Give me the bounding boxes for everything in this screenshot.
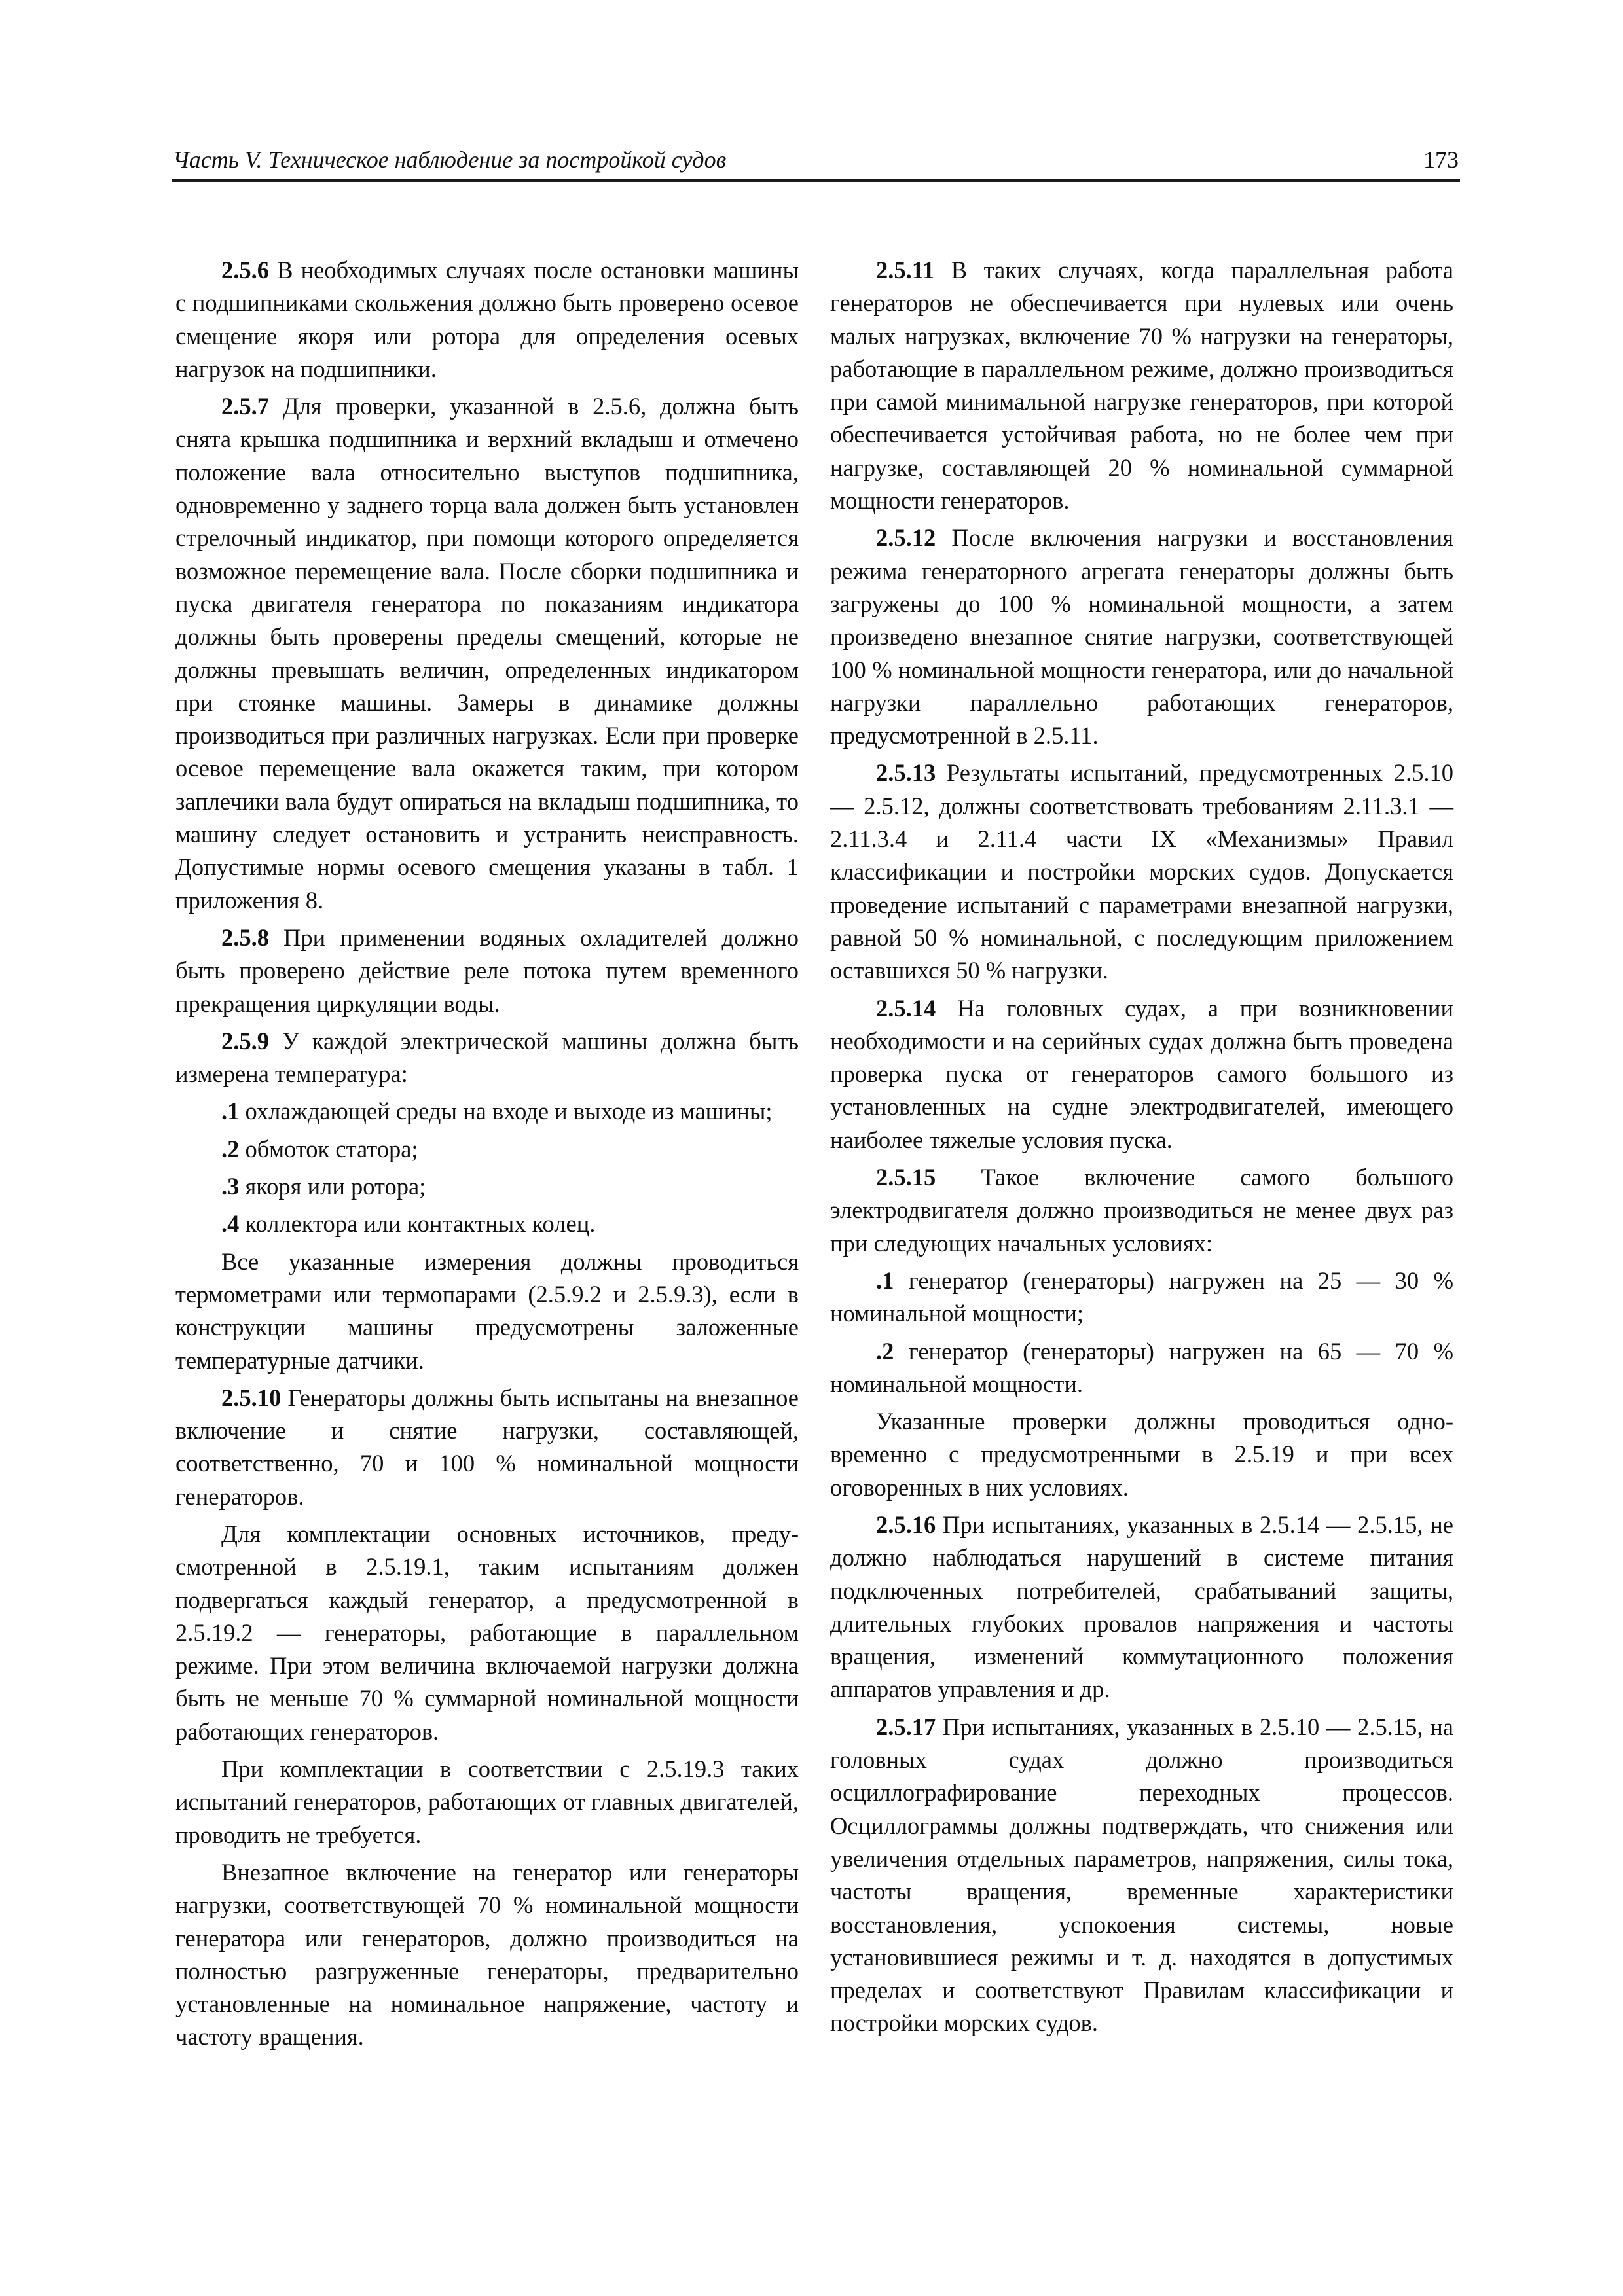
paragraph-text: При комплектации в соответствии с 2.5.19.3 таких испытаний генераторов, работающих от главных двигателей, проводить не требуется. — [175, 1755, 799, 1848]
clause-text: При испытаниях, указанных в 2.5.10 — 2.5.15, на головных судах должно производиться осциллографирование переходных процессов. Осциллограммы должны подтверждать, что снижения или увеличения отдельных параметров, напряжения, силы тока, частоты вращения, временные характеристики восстановления, успокоения системы, новые установившиеся режимы и т. д. находятся в допустимых пределах и соответствуют Правилам классификации и постройки морских судов. — [830, 1713, 1453, 2037]
running-header — [172, 145, 1460, 182]
paragraph — [830, 992, 1453, 1157]
item-number: .3 — [221, 1173, 240, 1200]
paragraph — [175, 1753, 799, 1852]
item-text: охлаждающей среды на входе и выходе из машины; — [239, 1098, 773, 1125]
clause-text: В таких случаях, когда параллельная работа генераторов не обеспечивается при нулевых или очень малых нагрузках, включение 70 % нагрузки на генераторы, работающие в параллельном режиме, должно производиться при самой минимальной нагрузке генераторов, при которой обеспечивается устойчивая работа, но не более чем при нагрузке, составляющей 20 % номинальной суммарной мощности генераторов. — [830, 257, 1453, 514]
clause-text: Для проверки, указанной в 2.5.6, должна быть снята крышка подшипника и верхний вкладыш и отмечено положение вала относительно выступов подшипника, одновременно у заднего торца вала должен быть установлен стрелочный индикатор, при помощи которого определяется возможное перемещение вала. После сборки подшипника и пуска двигателя генератора по показаниям индикатора должны быть проверены пределы смещений, которые не должны превышать величин, определенных индикатором при стоянке машины. Замеры в динамике должны производиться при различных нагрузках. Если при проверке осевое перемещение вала окажется таким, при котором заплечики вала будут опираться на вкладыш подшипника, то машину следует остановить и устранить неисправность. Допустимые нормы осевого смещения указаны в табл. 1 приложения 8. — [175, 393, 799, 914]
clause-number: 2.5.13 — [876, 759, 936, 787]
clause-number: 2.5.16 — [876, 1511, 936, 1538]
list-item — [830, 1335, 1453, 1401]
right-column — [830, 254, 1453, 2040]
clause-text: При применении водяных охладителей должно быть проверено действие реле потока путем временного прекращения циркуляции воды. — [175, 924, 799, 1017]
clause-number: 2.5.8 — [221, 924, 269, 951]
item-number: .1 — [221, 1098, 240, 1125]
paragraph — [175, 922, 799, 1020]
paragraph — [830, 1509, 1453, 1706]
clause-number: 2.5.12 — [876, 524, 936, 552]
clause-text: У каждой электрической машины должна быть измерена температура: — [175, 1027, 799, 1088]
clause-number: 2.5.6 — [221, 257, 269, 283]
clause-text: На головных судах, а при возникновении необходимости и на серийных судах должна быть проведена проверка пуска от генераторов самого большого из установленных на судне электродвигателей, имеющего наиболее тяжелые условия пуска. — [830, 994, 1453, 1153]
header-title: Часть V. Техническое наблюдение за постройкой судов — [173, 147, 727, 173]
clause-text: В необходимых случаях после остановки машины с подшипниками скольжения должно быть проверено осевое смещение якоря или ротора для определения осевых нагрузок на подшипники. — [175, 257, 799, 382]
list-item — [175, 1095, 799, 1128]
clause-number: 2.5.7 — [221, 393, 269, 420]
paragraph — [175, 1856, 799, 2054]
paragraph — [830, 1711, 1453, 2040]
paragraph-text: Все указанные измерения должны проводиться термометрами или термопарами (2.5.9.2 и 2.5.9.3), если в конструкции машины предусмотрены заложенные температурные датчики. — [175, 1247, 799, 1374]
clause-number: 2.5.17 — [876, 1713, 936, 1740]
item-number: .2 — [876, 1337, 894, 1365]
clause-number: 2.5.14 — [876, 994, 936, 1022]
paragraph-text: Внезапное включение на генератор или генераторы нагрузки, соответствующей 70 % номинальной мощности генератора или генераторов, должно производиться на полностью разгруженные генераторы, предварительно установленные на номинальное напряжение, частоту и частоту вращения. — [175, 1858, 799, 2051]
paragraph — [175, 1382, 799, 1513]
list-item — [830, 1265, 1453, 1331]
clause-text: После включения нагрузки и восстановления режима генераторного агрегата генераторы должны быть загружены до 100 % номинальной мощности, а затем произведено внезапное снятие нагрузки, соответствующей 100 % номинальной мощности генератора, или до начальной нагрузки параллельно работающих генераторов, предусмотренной в 2.5.11. — [830, 524, 1453, 749]
paragraph — [830, 254, 1453, 517]
item-text: обмоток статора; — [239, 1135, 418, 1162]
item-number: .2 — [221, 1135, 240, 1162]
page-number: 173 — [1423, 147, 1459, 173]
paragraph-text: Указанные проверки должны проводиться одновременно с предусмотренными в 2.5.19 и при всех оговоренных в них условиях. — [830, 1408, 1453, 1501]
clause-text: Генераторы должны быть испытаны на внезапное включение и снятие нагрузки, составляющей, соответственно, 70 и 100 % номинальной мощности генераторов. — [175, 1384, 799, 1510]
list-item — [175, 1133, 799, 1166]
item-text: якоря или ротора; — [239, 1173, 426, 1200]
clause-number: 2.5.15 — [876, 1164, 936, 1191]
left-column — [175, 254, 799, 2054]
paragraph — [175, 1246, 799, 1377]
clause-text: Такое включение самого большого электродвигателя должно производиться не менее двух раз при следующих начальных условиях: — [830, 1164, 1453, 1257]
paragraph — [175, 1025, 799, 1091]
list-item — [175, 1170, 799, 1203]
item-text: коллектора или контактных колец. — [239, 1210, 596, 1238]
item-text: генератор (генераторы) нагружен на 25 — 30 % номинальной мощности; — [830, 1266, 1453, 1327]
item-number: .1 — [876, 1266, 894, 1294]
clause-number: 2.5.9 — [221, 1027, 269, 1054]
paragraph — [175, 1518, 799, 1748]
paragraph — [830, 1161, 1453, 1260]
paragraph — [830, 1405, 1453, 1504]
item-number: .4 — [221, 1210, 240, 1238]
list-item — [175, 1208, 799, 1240]
clause-text: При испытаниях, указанных в 2.5.14 — 2.5.15, не должно наблюдаться нарушений в системе питания подключенных потребителей, срабатываний защиты, длительных глубоких провалов напряжения и частоты вращения, изменений коммутационного положения аппаратов управления и др. — [830, 1511, 1453, 1703]
clause-text: Результаты испытаний, предусмотренных 2.5.10 — 2.5.12, должны соответствовать требованиям 2.11.3.1 — 2.11.3.4 и 2.11.4 части IX «Механизмы» Правил классификации и постройки морских судов. Допускается проведение испытаний с параметрами внезапной нагрузки, равной 50 % номинальной, с последующим приложением оставшихся 50 % нагрузки. — [830, 759, 1453, 984]
paragraph — [175, 254, 799, 386]
item-text: генератор (генераторы) нагружен на 65 — 70 % номинальной мощности. — [830, 1337, 1453, 1397]
paragraph — [175, 390, 799, 917]
paragraph-text: Для комплектации основных источников, предусмотренной в 2.5.19.1, таким испытаниям должен подвергаться каждый генератор, а предусмотренной в 2.5.19.2 — генераторы, работающие в параллельном режиме. При этом величина включаемой нагрузки должна быть не меньше 70 % суммарной номинальной мощности работающих генераторов. — [175, 1520, 799, 1745]
clause-number: 2.5.11 — [876, 257, 935, 283]
paragraph — [830, 757, 1453, 987]
clause-number: 2.5.10 — [221, 1384, 282, 1411]
paragraph — [830, 522, 1453, 752]
